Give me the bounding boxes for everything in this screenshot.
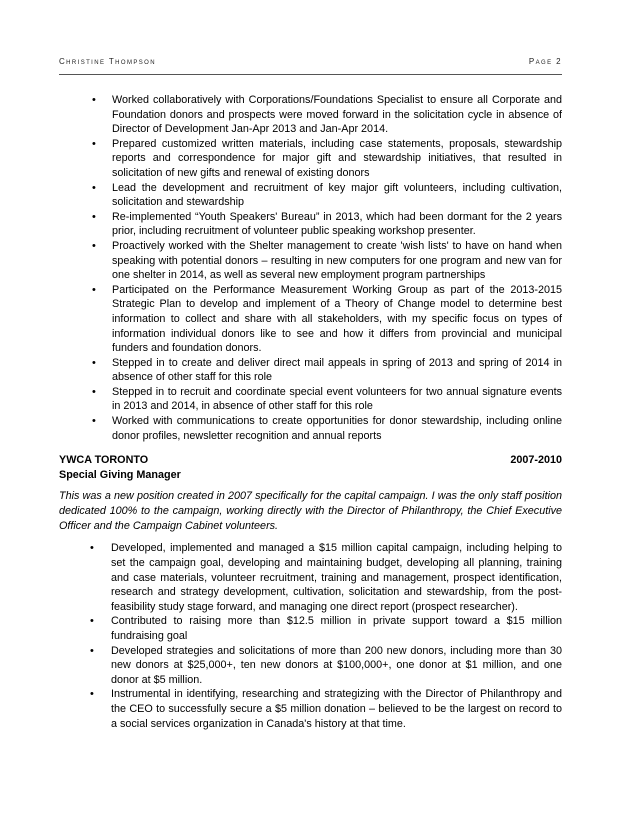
- list-item: • Worked with communications to create opportunities for donor stewardship, including online donor profiles, newsletter recognition and annual reports: [59, 414, 562, 443]
- page-header: [59, 57, 562, 66]
- previous-role-bullets: [59, 93, 562, 443]
- header-divider: [59, 74, 562, 75]
- page-number: Page 2: [528, 57, 562, 66]
- author-name: Christine Thompson: [59, 57, 156, 66]
- list-item: • Prepared customized written materials, including case statements, proposals, stewardship reports and correspondence for major gift and stewardship initiatives, that resulted in solicitation of new gifts and renewal of existing donors: [59, 137, 562, 181]
- job-heading: [59, 453, 562, 468]
- job-years: 2007-2010: [510, 454, 562, 467]
- job-description: This was a new position created in 2007 specifically for the capital campaign. I was the only staff position dedicated 100% to the campaign, working directly with the Director of Philanthropy, the Chief Executive Officer and the Campaign Cabinet volunteers.: [59, 490, 562, 533]
- job-title: Special Giving Manager: [59, 468, 181, 481]
- list-item: • Instrumental in identifying, researching and strategizing with the Director of Philanthropy and the CEO to successfully secure a $5 million donation – believed to be the largest on record to a social services organization in Canada's history at that time.: [59, 687, 562, 731]
- organization-name: YWCA TORONTO: [59, 454, 149, 467]
- ywca-role-bullets: [59, 541, 562, 731]
- list-item: • Proactively worked with the Shelter management to create 'wish lists' to have on hand when speaking with potential donors – resulting in new computers for one program and new van for one shelter in 2014, as well as several new employment program partnerships: [59, 239, 562, 283]
- list-item: • Contributed to raising more than $12.5 million in private support toward a $15 million fundraising goal: [59, 614, 562, 643]
- list-item: • Developed, implemented and managed a $15 million capital campaign, including helping to set the campaign goal, developing and maintaining budget, developing all planning, training and case materials, volunteer recruitment, training and management, prospect identification, research and strategy development, cultivation, solicitation and stewardship, from the post-feasibility study stage forward, and managing one direct report (prospect researcher).: [59, 541, 562, 614]
- list-item: • Stepped in to create and deliver direct mail appeals in spring of 2013 and spring of 2014 in absence of other staff for this role: [59, 356, 562, 385]
- list-item: • Re-implemented “Youth Speakers' Bureau” in 2013, which had been dormant for the 2 years prior, including recruitment of volunteer public speaking workshop presenter.: [59, 210, 562, 239]
- list-item: • Stepped in to recruit and coordinate special event volunteers for two annual signature events in 2013 and 2014, in absence of other staff for this role: [59, 385, 562, 414]
- list-item: • Worked collaboratively with Corporations/Foundations Specialist to ensure all Corporate and Foundation donors and prospects were moved forward in the solicitation cycle in absence of Director of Development Jan-Apr 2013 and Jan-Apr 2014.: [59, 93, 562, 137]
- list-item: • Developed strategies and solicitations of more than 200 new donors, including more than 30 new donors at $25,000+, ten new donors at $100,000+, one donor at $1 million, and one donor at $5 million.: [59, 644, 562, 688]
- list-item: • Participated on the Performance Measurement Working Group as part of the 2013-2015 Strategic Plan to develop and implement of a Theory of Change model to determine best information to collect and share with all stakeholders, with my specific focus on types of information individual donors like to see and how it differs from provincial and municipal funders and foundation donors.: [59, 283, 562, 356]
- resume-body: [59, 93, 562, 731]
- list-item: • Lead the development and recruitment of key major gift volunteers, including cultivation, solicitation and stewardship: [59, 181, 562, 210]
